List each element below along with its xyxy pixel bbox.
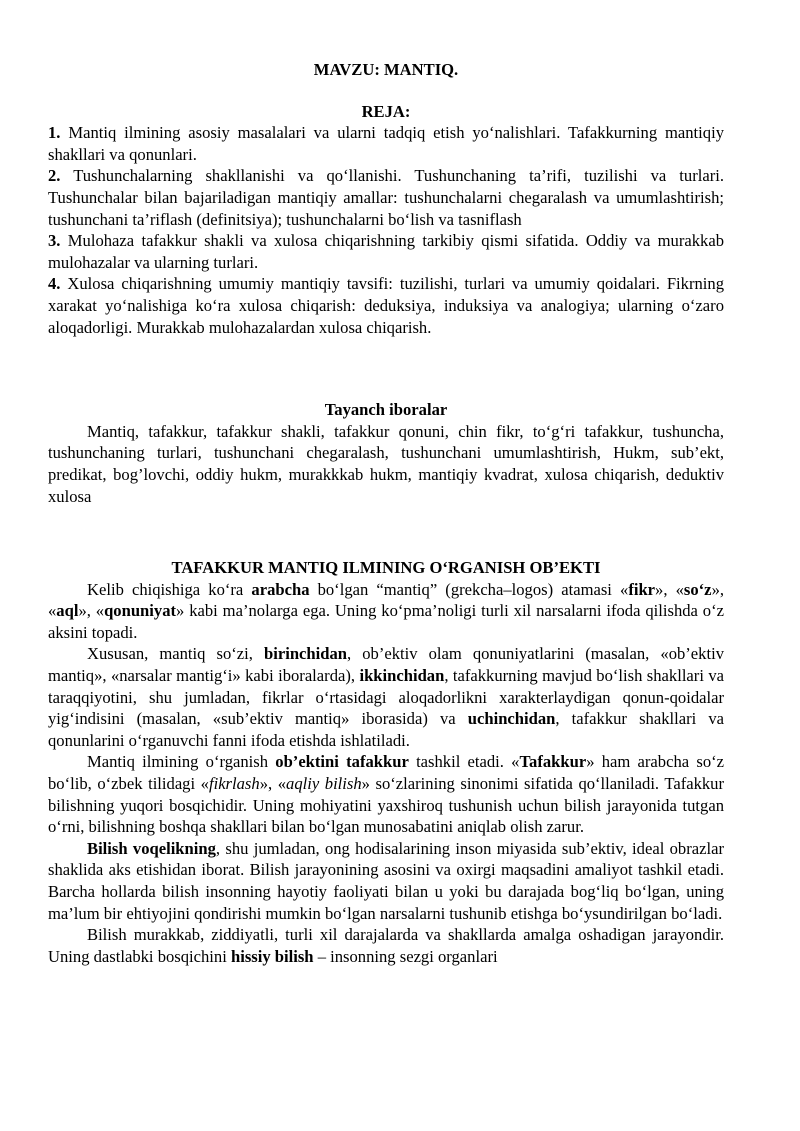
key-terms-text: Mantiq, tafakkur, tafakkur shakli, tafakkur qonuni, chin fikr, to‘g‘ri tafakkur, tushuncha, tushunchaning turlari, tushunchani chegaralash, tushunchani umumlashtirish, Hukm, sub’ekt, predikat, bog’lovchi, oddiy hukm, murakkkab hukm, mantiqiy kvadrat, xulosa chiqarish, deduktiv xulosa	[48, 421, 724, 506]
plan-item-text: Mulohaza tafakkur shakli va xulosa chiqarishning tarkibiy qismi sifatida. Oddiy va murakkab mulohazalar va ularning turlari.	[48, 231, 724, 272]
text-run: bo‘lgan “mantiq” (grekcha–logos) atamasi «	[309, 579, 629, 599]
bold-run: uchinchidan	[467, 709, 556, 729]
bold-run: ikkinchidan	[359, 666, 445, 686]
plan-item-number: 4.	[48, 274, 61, 294]
text-run: tashkil etadi. «	[408, 752, 520, 772]
bold-run: aql	[56, 601, 79, 621]
paragraph-2	[48, 643, 724, 751]
plan-list	[48, 122, 724, 338]
bold-run: birinchidan	[264, 644, 348, 664]
section-body	[48, 579, 724, 968]
bold-run: so‘z	[683, 579, 712, 599]
text-run: » kabi ma’nolarga ega. Uning ko‘pma’noligi turli xil narsalarni ifoda qilishda o‘z aksini topadi.	[48, 601, 724, 642]
text-run: – insonning sezgi organlari	[313, 946, 498, 966]
plan-item-text: Mantiq ilmining asosiy masalalari va ularni tadqiq etish yo‘nalishlari. Tafakkurning mantiqiy shakllari va qonunlari.	[48, 123, 724, 164]
text-run: Bilish murakkab, ziddiyatli, turli xil darajalarda va shakllarda amalga oshadigan jarayondir. Uning dastlabki bosqichini	[48, 925, 724, 966]
plan-heading: REJA:	[361, 101, 411, 121]
italic-run: fikrlash	[208, 774, 260, 794]
plan-item	[48, 122, 724, 165]
plan-item-text: Xulosa chiqarishning umumiy mantiqiy tavsifi: tuzilishi, turlari va umumiy qoidalari. Fikrning xarakat yo‘nalishiga ko‘ra xulosa chiqarish: deduksiya, induksiya va analogiya; ularning o‘zaro aloqadorligi. Murakkab mulohazalardan xulosa chiqarish.	[48, 274, 724, 337]
plan-item-number: 1.	[48, 123, 61, 143]
text-run: », «	[655, 579, 684, 599]
bold-run: arabcha	[251, 579, 310, 599]
bold-run: Tafakkur	[519, 752, 587, 772]
plan-item-number: 3.	[48, 231, 61, 251]
paragraph-3	[48, 751, 724, 837]
text-run: », «	[259, 774, 287, 794]
bold-run: Bilish voqelikning	[87, 838, 216, 858]
plan-item-text: Tushunchalarning shakllanishi va qo‘llanishi. Tushunchaning ta’rifi, tuzilishi va turlari. Tushunchalar bilan bajariladigan mantiqiy amallar: tushunchalarni chegaralash va umumlashtirish; tushunchani ta’riflash (definitsiya); tushunchalarni bo‘lish va tasniflash	[48, 166, 724, 229]
text-run: Xususan, mantiq so‘zi,	[87, 644, 264, 664]
plan-item	[48, 230, 724, 273]
text-run: » so‘zlarining sinonimi sifatida qo‘llaniladi. Tafakkur bilishning yuqori bosqichidir. Uning mohiyatini yaxshiroq tushunish uchun bilish jarayonida tutgan o‘rni, bilishning boshqa shakllari bilan bo‘lgan munosabatini aniqlab olish zarur.	[48, 774, 725, 837]
bold-run: fikr	[628, 579, 656, 599]
paragraph-4	[48, 838, 724, 924]
section-heading: TAFAKKUR MANTIQ ILMINING O‘RGANISH OB’EKTI	[171, 558, 601, 578]
text-run: , shu jumladan, ong hodisalarining inson miyasida sub’ektiv, ideal obrazlar shaklida aks etishidan iborat. Bilish jarayonining asosini va oxirgi maqsadini amaliyot tashkil etadi. Barcha hollarda bilish insonning hayotiy faoliyati bilan u yoki bu darajada bog‘liq bo‘lgan, uning ma’lum bir ehtiyojini qondirishi mumkin bo‘lgan narsalarni tushunib etishga bo‘ysundirilgan bo‘ladi.	[48, 838, 724, 923]
text-run: Mantiq ilmining o‘rganish	[87, 752, 276, 772]
paragraph-5	[48, 924, 724, 967]
text-run: , tafakkur shakllari va qonunlarini o‘rganuvchi fanni ifoda etishda ishlatiladi.	[48, 709, 724, 750]
italic-run: aqliy bilish	[286, 774, 362, 794]
plan-item-number: 2.	[48, 166, 61, 186]
text-run: » ham arabcha so‘z bo‘lib, o‘zbek tilidagi «	[48, 752, 725, 794]
document-title: MAVZU: MANTIQ.	[313, 60, 459, 79]
plan-item	[48, 165, 724, 230]
key-terms-heading: Tayanch iboralar	[324, 400, 448, 420]
text-run: , tafakkurning mavjud bo‘lish shakllari va taraqqiyotini, shu jumladan, fikrlar o‘rtasidagi aloqadorlikni xarakterlaydigan qonun-qoidalar yig‘indisini (masalan, «sub’ektiv mantiq» iborasida) va	[48, 666, 725, 729]
text-run: », «	[48, 579, 725, 621]
paragraph-1	[48, 579, 724, 644]
text-run: , ob’ektiv olam qonuniyatlarini (masalan, «ob’ektiv mantiq», «narsalar mantig‘i» kabi iboralarda),	[48, 644, 724, 686]
plan-item	[48, 273, 724, 338]
bold-run: qonuniyat	[104, 601, 177, 621]
bold-run: hissiy bilish	[230, 946, 314, 966]
key-terms-section	[48, 421, 724, 507]
text-run: Kelib chiqishiga ko‘ra	[87, 579, 252, 599]
text-run: », «	[78, 601, 105, 621]
bold-run: ob’ektini tafakkur	[275, 752, 409, 772]
